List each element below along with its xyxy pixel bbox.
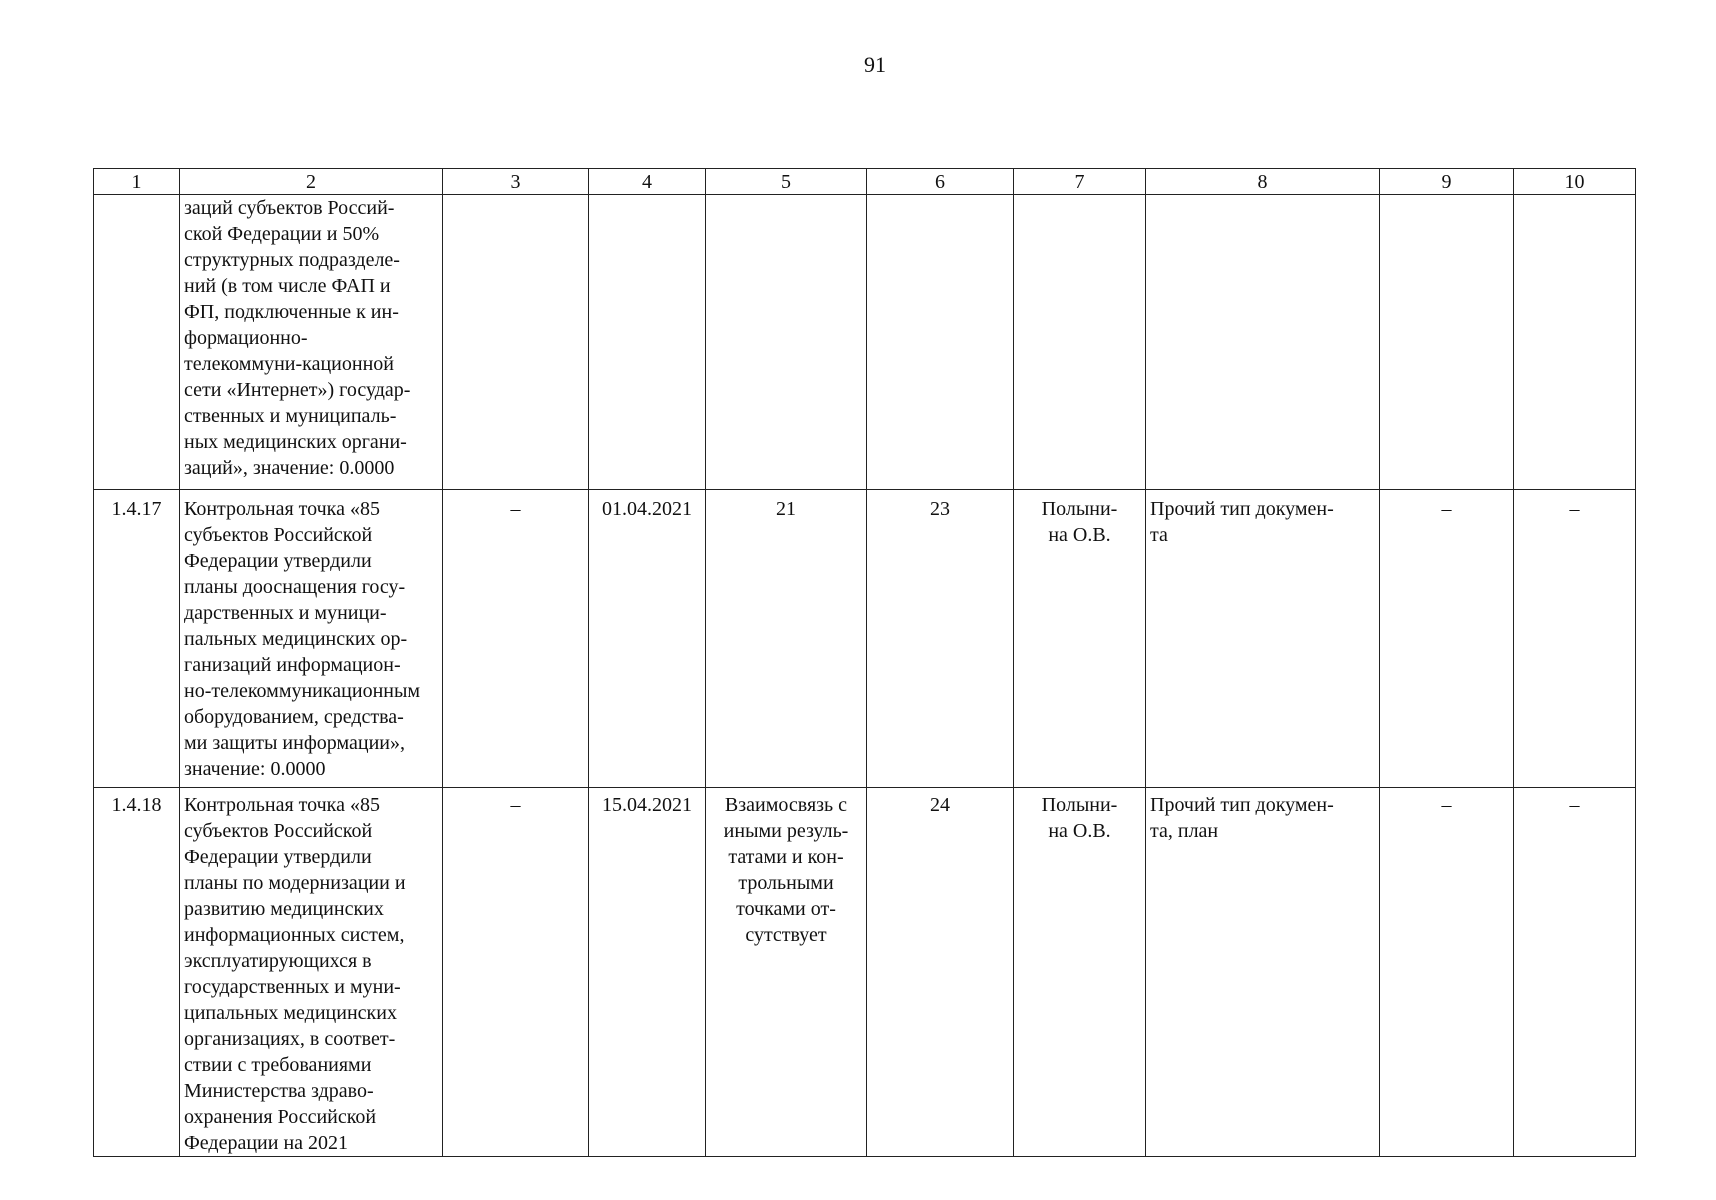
predecessor-cell: – [443,788,589,1157]
linkage-cell [706,490,867,788]
linkage-line: иными резуль- [723,820,849,842]
responsible-line: Полыни- [1041,794,1118,816]
linkage-line: Взаимосвязь с [724,794,848,816]
description-cell [180,490,443,788]
description-line: дарственных и муници- [184,602,387,624]
column-10-cell: – [1514,788,1636,1157]
description-line: государственных и муни- [184,976,401,998]
header-cell: 8 [1146,169,1380,195]
column-6-cell: 24 [867,788,1014,1157]
table-row [94,788,1636,1157]
description-line: значение: 0.0000 [184,758,326,780]
predecessor-cell [443,195,589,490]
header-cell: 9 [1380,169,1514,195]
column-9-cell: – [1380,490,1514,788]
responsible-line: на О.В. [1048,820,1111,842]
table-header-row [94,169,1636,195]
description-cell [180,788,443,1157]
description-line: охранения Российской [184,1106,377,1128]
predecessor-cell: – [443,490,589,788]
linkage-line: сутствует [745,924,827,946]
column-9-cell: – [1380,788,1514,1157]
table-row [94,195,1636,490]
description-line: субъектов Российской [184,820,373,842]
header-cell: 4 [589,169,706,195]
responsible-cell [1014,490,1146,788]
description-line: ствии с требованиями [184,1054,372,1076]
description-line: Контрольная точка «85 [184,498,380,520]
date-cell: 01.04.2021 [589,490,706,788]
description-line: планы по модернизации и [184,872,406,894]
document-type-line: Прочий тип докумен- [1150,498,1334,520]
description-line: развитию медицинских [184,898,384,920]
row-number-cell: 1.4.17 [94,490,180,788]
row-number-cell [94,195,180,490]
linkage-line: татами и кон- [728,846,844,868]
column-10-cell [1514,195,1636,490]
description-line: Федерации на 2021 [184,1132,349,1154]
description-line: ФП, подключенные к ин- [184,301,399,323]
description-line: заций субъектов Россий- [184,197,395,219]
linkage-cell [706,195,867,490]
table-row [94,490,1636,788]
header-cell: 3 [443,169,589,195]
description-line: планы дооснащения госу- [184,576,406,598]
header-cell: 2 [180,169,443,195]
control-points-table [93,168,1636,1157]
description-line: ганизаций информацион- [184,654,401,676]
header-cell: 1 [94,169,180,195]
description-line: Федерации утвердили [184,846,372,868]
description-line: ской Федерации и 50% [184,223,380,245]
description-line: эксплуатирующихся в [184,950,372,972]
description-line: оборудованием, средства- [184,706,404,728]
description-line: ми защиты информации», [184,732,405,754]
date-cell [589,195,706,490]
responsible-cell [1014,195,1146,490]
page-number: 91 [864,52,886,77]
linkage-line: точками от- [736,898,836,920]
column-6-cell [867,195,1014,490]
document-type-cell [1146,490,1380,788]
document-type-line: Прочий тип докумен- [1150,794,1334,816]
description-line: заций», значение: 0.0000 [184,457,395,479]
header-cell: 10 [1514,169,1636,195]
description-line: Министерства здраво- [184,1080,374,1102]
document-type-line: та, план [1150,820,1219,842]
description-line: ных медицинских органи- [184,431,407,453]
responsible-line: на О.В. [1048,524,1111,546]
responsible-line: Полыни- [1041,498,1118,520]
description-line: сети «Интернет») государ- [184,379,411,401]
responsible-cell [1014,788,1146,1157]
description-line: формационно- [184,327,308,349]
document-type-cell [1146,788,1380,1157]
description-line: организациях, в соответ- [184,1028,396,1050]
column-10-cell: – [1514,490,1636,788]
description-line: пальных медицинских ор- [184,628,408,650]
linkage-cell [706,788,867,1157]
description-line: ний (в том числе ФАП и [184,275,391,297]
description-line: Федерации утвердили [184,550,372,572]
row-number-cell: 1.4.18 [94,788,180,1157]
header-cell: 5 [706,169,867,195]
description-cell [180,195,443,490]
description-line: Контрольная точка «85 [184,794,380,816]
header-cell: 6 [867,169,1014,195]
column-6-cell: 23 [867,490,1014,788]
description-line: но-телекоммуникационным [184,680,421,702]
description-line: ственных и муниципаль- [184,405,397,427]
date-cell: 15.04.2021 [589,788,706,1157]
linkage-line: трольными [738,872,834,894]
description-line: структурных подразделе- [184,249,400,271]
column-9-cell [1380,195,1514,490]
description-line: информационных систем, [184,924,405,946]
description-line: субъектов Российской [184,524,373,546]
description-line: ципальных медицинских [184,1002,397,1024]
header-cell: 7 [1014,169,1146,195]
description-line: телекоммуни-кационной [184,353,394,375]
document-type-cell [1146,195,1380,490]
linkage-line: 21 [776,498,796,520]
document-type-line: та [1150,524,1168,546]
